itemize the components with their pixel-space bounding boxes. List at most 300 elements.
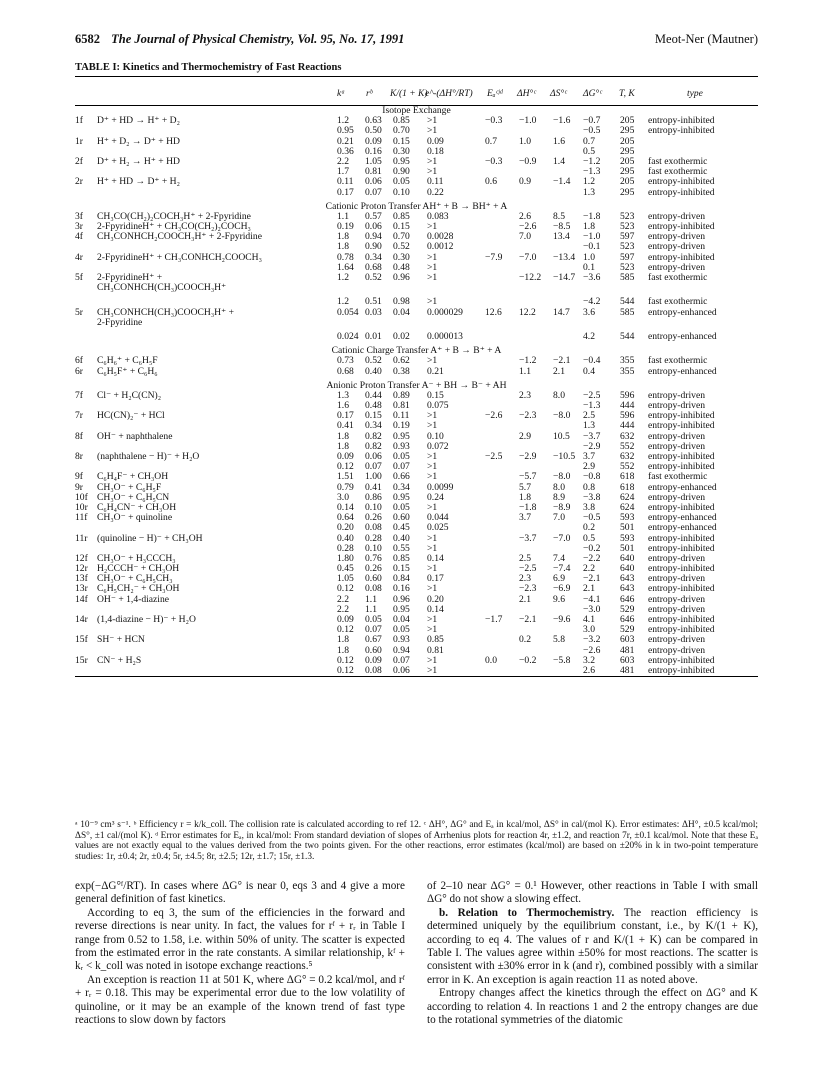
- cell-dg: −0.5: [583, 125, 601, 137]
- cell-dh: 2.3: [519, 573, 531, 585]
- cell-t: 544: [620, 330, 635, 342]
- cell-ds: 8.9: [553, 491, 565, 503]
- cell-k: 0.95: [337, 125, 354, 137]
- cell-ds: 5.8: [553, 634, 565, 646]
- col-exp: e^-(ΔH°/RT): [425, 89, 473, 99]
- table-row: [75, 332, 758, 342]
- cell-r: 0.40: [365, 365, 382, 377]
- cell-t: 603: [620, 654, 635, 666]
- cell-k: 0.12: [337, 583, 354, 595]
- cell-dg: 0.7: [583, 135, 595, 147]
- cell-dh: 1.8: [519, 491, 531, 503]
- cell-exp: >1: [427, 155, 438, 167]
- cell-dg: −3.8: [583, 491, 601, 503]
- cell-dg: −2.5: [583, 389, 601, 401]
- cell-exp: 0.0099: [427, 481, 454, 493]
- cell-reaction: C₆H₅CH₂⁻ + CH₃OH: [97, 583, 180, 595]
- cell-dg: −3.7: [583, 430, 601, 442]
- cell-dh: 1.1: [519, 365, 531, 377]
- cell-dg: 0.8: [583, 481, 595, 493]
- cell-k: 1.2: [337, 115, 349, 127]
- cell-k: 1.51: [337, 471, 354, 483]
- cell-id: 11f: [75, 512, 88, 524]
- cell-exp: 0.22: [427, 186, 444, 198]
- paragraph: Entropy changes affect the kinetics through the effect on ΔG° and K according to relation 4. In reactions 1 and 2 the entropy changes are due to the rotational symmetries of the diatomic: [427, 987, 758, 1027]
- cell-exp: 0.10: [427, 430, 444, 442]
- cell-kfrac: 0.95: [393, 603, 410, 615]
- cell-id: 14r: [75, 614, 88, 625]
- cell-t: 295: [620, 166, 635, 178]
- cell-r: 0.60: [365, 644, 382, 656]
- paragraph: [427, 907, 758, 987]
- cell-ea: −2.5: [485, 451, 503, 462]
- cell-t: 355: [620, 355, 635, 367]
- cell-exp: 0.14: [427, 552, 444, 564]
- cell-r: 0.63: [365, 115, 382, 127]
- cell-k: 1.2: [337, 272, 349, 283]
- cell-exp: >1: [427, 296, 438, 308]
- paragraph: According to eq 3, the sum of the efficiencies in the forward and reverse directions is near unity. In fact, the values for rᶠ + rᵣ in Table I range from 0.52 to 1.58, i.e. within 50% of unity. The scatter is expected from the estimated error in the rate constants. A similar relationship, kᶠ + kᵣ < k_coll was noted in isotope exchange reactions.⁵: [75, 906, 405, 973]
- cell-dg: −1.8: [583, 210, 601, 222]
- cell-type: entropy-driven: [648, 400, 706, 412]
- cell-type: entropy-enhanced: [648, 481, 717, 493]
- cell-exp: >1: [427, 624, 438, 636]
- cell-exp: 0.000013: [427, 330, 463, 342]
- cell-t: 585: [620, 272, 635, 283]
- cell-kfrac: 0.95: [393, 155, 410, 167]
- cell-id: 13r: [75, 583, 88, 595]
- cell-dg: −0.1: [583, 241, 601, 253]
- cell-type: entropy-enhanced: [648, 306, 717, 318]
- journal-title: The Journal of Physical Chemistry, Vol. 95, No. 17, 1991: [111, 32, 405, 46]
- cell-k: 0.12: [337, 624, 354, 636]
- cell-dg: 4.1: [583, 614, 595, 625]
- cell-ea: −1.7: [485, 614, 503, 625]
- cell-kfrac: 0.70: [393, 125, 410, 137]
- cell-r: 0.08: [365, 583, 382, 595]
- cell-dg: −0.2: [583, 542, 601, 554]
- table-caption: TABLE I: Kinetics and Thermochemistry of Fast Reactions: [75, 62, 342, 73]
- cell-r: 0.81: [365, 166, 382, 178]
- cell-t: 205: [620, 115, 635, 127]
- cell-ea: −2.6: [485, 410, 503, 422]
- cell-type: entropy-inhibited: [648, 532, 715, 544]
- cell-reaction: 2-FpyridineH⁺ + CH₃CONHCH₂COOCH₃: [97, 251, 262, 263]
- cell-exp: 0.09: [427, 135, 444, 147]
- cell-kfrac: 0.52: [393, 241, 410, 253]
- col-type: type: [687, 89, 703, 99]
- cell-k: 3.0: [337, 491, 349, 503]
- cell-ds: 10.5: [553, 430, 570, 442]
- running-header: [75, 32, 758, 48]
- cell-type: entropy-inhibited: [648, 451, 715, 462]
- cell-k: 0.64: [337, 512, 354, 524]
- table-row: [75, 523, 758, 533]
- cell-kfrac: 0.94: [393, 644, 410, 656]
- cell-exp: >1: [427, 251, 438, 263]
- cell-kfrac: 0.96: [393, 272, 410, 283]
- cell-kfrac: 0.04: [393, 306, 410, 318]
- cell-kfrac: 0.07: [393, 654, 410, 666]
- cell-ds: 8.0: [553, 481, 565, 493]
- cell-dh: 2.6: [519, 210, 531, 222]
- cell-r: 1.1: [365, 593, 377, 605]
- cell-dg: 0.4: [583, 365, 595, 377]
- cell-ds: −8.0: [553, 410, 571, 422]
- cell-reaction: CH₃CO(CH₂)₂COCH₃H⁺ + 2-Fpyridine: [97, 210, 251, 222]
- cell-t: 603: [620, 634, 635, 646]
- cell-kfrac: 0.95: [393, 430, 410, 442]
- cell-dg: −1.3: [583, 400, 601, 412]
- cell-reaction: H⁺ + D₂ → D⁺ + HD: [97, 135, 180, 147]
- cell-k: 0.12: [337, 654, 354, 666]
- cell-ea: −7.9: [485, 251, 503, 263]
- cell-dh: −0.2: [519, 654, 537, 666]
- cell-type: entropy-inhibited: [648, 614, 715, 625]
- cell-r: 1.1: [365, 603, 377, 615]
- cell-dg: 3.0: [583, 624, 595, 636]
- cell-k: 0.73: [337, 355, 354, 367]
- cell-r: 0.07: [365, 186, 382, 198]
- column-headers: [75, 77, 758, 105]
- table-row: [75, 137, 758, 147]
- cell-type: entropy-inhibited: [648, 654, 715, 666]
- cell-t: 552: [620, 461, 635, 473]
- cell-exp: 0.14: [427, 603, 444, 615]
- cell-exp: >1: [427, 261, 438, 273]
- cell-id: 13f: [75, 573, 88, 585]
- cell-t: 523: [620, 221, 635, 233]
- cell-r: 0.48: [365, 400, 382, 412]
- cell-id: 14f: [75, 593, 88, 605]
- cell-k: 1.8: [337, 440, 349, 452]
- col-t: T, K: [619, 89, 635, 99]
- cell-r: 0.94: [365, 231, 382, 243]
- cell-t: 295: [620, 125, 635, 137]
- cell-t: 501: [620, 522, 635, 534]
- cell-id: 4f: [75, 231, 83, 243]
- cell-exp: >1: [427, 166, 438, 178]
- cell-dg: −0.4: [583, 355, 601, 367]
- cell-exp: >1: [427, 654, 438, 666]
- cell-reaction: 2-Fpyridine: [97, 316, 143, 328]
- cell-exp: 0.025: [427, 522, 449, 534]
- cell-t: 596: [620, 389, 635, 401]
- cell-r: 0.67: [365, 634, 382, 646]
- cell-exp: >1: [427, 125, 438, 137]
- cell-dh: −1.0: [519, 115, 537, 127]
- cell-r: 0.09: [365, 135, 382, 147]
- cell-r: 0.01: [365, 330, 382, 342]
- cell-type: fast exothermic: [648, 355, 708, 367]
- cell-kfrac: 0.19: [393, 420, 410, 432]
- cell-reaction: SH⁻ + HCN: [97, 634, 145, 646]
- cell-type: fast exothermic: [648, 166, 708, 178]
- cell-dh: 7.0: [519, 231, 531, 243]
- col-dh: ΔH°ᶜ: [517, 89, 536, 99]
- cell-dh: −3.7: [519, 532, 537, 544]
- cell-reaction: C₆H₄F⁻ + CH₃OH: [97, 471, 169, 483]
- cell-dh: 0.2: [519, 634, 531, 646]
- cell-dg: 3.8: [583, 501, 595, 513]
- cell-k: 1.6: [337, 400, 349, 412]
- cell-k: 0.45: [337, 563, 354, 575]
- author-name: Meot-Ner (Mautner): [654, 32, 758, 46]
- cell-r: 0.07: [365, 624, 382, 636]
- cell-kfrac: 0.11: [393, 410, 410, 422]
- cell-k: 1.1: [337, 210, 349, 222]
- cell-t: 646: [620, 593, 635, 605]
- cell-ds: −1.6: [553, 115, 571, 127]
- cell-dg: 1.3: [583, 420, 595, 432]
- section-title: Cationic Proton Transfer AH⁺ + B → BH⁺ + A: [325, 200, 508, 212]
- cell-id: 1f: [75, 115, 83, 127]
- cell-type: entropy-enhanced: [648, 512, 717, 524]
- cell-ds: 8.0: [553, 389, 565, 401]
- cell-k: 0.68: [337, 365, 354, 377]
- cell-r: 0.51: [365, 296, 382, 308]
- cell-k: 2.2: [337, 155, 349, 167]
- cell-t: 444: [620, 400, 635, 412]
- cell-dg: −2.6: [583, 644, 601, 656]
- cell-id: 7f: [75, 389, 83, 401]
- cell-dh: 2.9: [519, 430, 531, 442]
- cell-r: 0.10: [365, 501, 382, 513]
- cell-id: 6f: [75, 355, 83, 367]
- cell-reaction: H₂CCCH⁻ + CH₃OH: [97, 563, 180, 575]
- cell-id: 4r: [75, 251, 83, 263]
- cell-ds: 1.4: [553, 155, 565, 167]
- cell-id: 3r: [75, 221, 83, 233]
- cell-dg: −3.6: [583, 272, 601, 283]
- col-dg: ΔG°ᶜ: [583, 89, 602, 99]
- cell-dh: 1.0: [519, 135, 531, 147]
- cell-t: 529: [620, 603, 635, 615]
- cell-kfrac: 0.40: [393, 532, 410, 544]
- cell-k: 0.28: [337, 542, 354, 554]
- cell-type: entropy-inhibited: [648, 420, 715, 432]
- cell-t: 593: [620, 512, 635, 524]
- cell-t: 481: [620, 664, 635, 676]
- cell-kfrac: 0.70: [393, 231, 410, 243]
- cell-dh: −2.6: [519, 221, 537, 233]
- cell-k: 1.7: [337, 166, 349, 178]
- cell-type: entropy-enhanced: [648, 330, 717, 342]
- cell-ds: 1.6: [553, 135, 565, 147]
- cell-type: entropy-inhibited: [648, 461, 715, 473]
- cell-type: entropy-inhibited: [648, 410, 715, 422]
- cell-k: 0.054: [337, 306, 359, 318]
- cell-reaction: (naphthalene − H)⁻ + H₂O: [97, 451, 200, 462]
- cell-ea: −0.3: [485, 155, 503, 167]
- cell-t: 597: [620, 231, 635, 243]
- cell-r: 0.07: [365, 461, 382, 473]
- cell-dh: 2.1: [519, 593, 531, 605]
- cell-id: 3f: [75, 210, 83, 222]
- cell-ea: 12.6: [485, 306, 502, 318]
- cell-r: 0.03: [365, 306, 382, 318]
- cell-reaction: CH₃O⁻ + quinoline: [97, 512, 173, 524]
- cell-type: entropy-driven: [648, 644, 706, 656]
- cell-id: 1r: [75, 135, 83, 147]
- cell-r: 0.09: [365, 654, 382, 666]
- cell-exp: 0.044: [427, 512, 449, 524]
- cell-t: 523: [620, 241, 635, 253]
- cell-reaction: (1,4-diazine − H)⁻ + H₂O: [97, 614, 196, 625]
- cell-t: 355: [620, 365, 635, 377]
- cell-t: 640: [620, 552, 635, 564]
- cell-exp: 0.083: [427, 210, 449, 222]
- cell-t: 640: [620, 563, 635, 575]
- cell-exp: 0.000029: [427, 306, 463, 318]
- right-column: [427, 880, 758, 1027]
- cell-dh: 5.7: [519, 481, 531, 493]
- section-title: Cationic Charge Transfer A⁺ + B → B⁺ + A: [331, 345, 502, 357]
- cell-dg: −2.9: [583, 440, 601, 452]
- table-row: [75, 283, 758, 293]
- cell-reaction: C₆H₅F⁺ + C₆H₆: [97, 365, 158, 377]
- cell-exp: >1: [427, 410, 438, 422]
- cell-t: 618: [620, 471, 635, 483]
- cell-r: 0.08: [365, 664, 382, 676]
- cell-id: 2f: [75, 155, 83, 167]
- cell-id: 7r: [75, 410, 83, 422]
- cell-kfrac: 0.15: [393, 221, 410, 233]
- cell-dg: −1.0: [583, 231, 601, 243]
- cell-r: 0.90: [365, 241, 382, 253]
- cell-t: 618: [620, 481, 635, 493]
- paragraph-text: The reaction efficiency is determined uniquely by the equilibrium constant, i.e., by K/(1 + K), according to eq 4. The values of r and K/(1 + K) can be compared in Table I. The values agree within ±50% for most reactions. The scatter is consistent with ±30% error in k (and r), combined possibly with a similar error in K. An exception is again reaction 11 as noted above.: [427, 906, 758, 986]
- section-title: Isotope Exchange: [382, 105, 451, 116]
- cell-kfrac: 0.05: [393, 451, 410, 462]
- cell-kfrac: 0.15: [393, 563, 410, 575]
- cell-type: entropy-inhibited: [648, 115, 715, 127]
- cell-kfrac: 0.85: [393, 210, 410, 222]
- cell-kfrac: 0.93: [393, 440, 410, 452]
- table-row: [75, 356, 758, 366]
- cell-dg: 0.5: [583, 145, 595, 157]
- cell-reaction: OH⁻ + 1,4-diazine: [97, 593, 170, 605]
- cell-exp: >1: [427, 355, 438, 367]
- cell-ea: 0.6: [485, 176, 497, 188]
- cell-k: 2.2: [337, 603, 349, 615]
- cell-type: fast exothermic: [648, 272, 708, 283]
- cell-kfrac: 0.84: [393, 573, 410, 585]
- cell-k: 1.8: [337, 644, 349, 656]
- cell-exp: 0.24: [427, 491, 444, 503]
- cell-dg: −1.2: [583, 155, 601, 167]
- cell-kfrac: 0.05: [393, 624, 410, 636]
- cell-dg: 4.2: [583, 330, 595, 342]
- cell-k: 0.21: [337, 135, 354, 147]
- cell-type: entropy-inhibited: [648, 583, 715, 595]
- cell-k: 0.14: [337, 501, 354, 513]
- cell-type: entropy-driven: [648, 593, 706, 605]
- cell-r: 0.86: [365, 491, 382, 503]
- col-ea: Eₐᶜʲᵈ: [487, 89, 503, 99]
- cell-reaction: CH₃O⁻ + H₃CCCH₃: [97, 552, 176, 564]
- cell-dh: 0.9: [519, 176, 531, 188]
- cell-r: 0.50: [365, 125, 382, 137]
- table-row: [75, 188, 758, 198]
- cell-reaction: 2-FpyridineH⁺ + CH₃CO(CH₂)₂COCH₃: [97, 221, 251, 233]
- cell-kfrac: 0.06: [393, 664, 410, 676]
- cell-reaction: C₆H₄CN⁻ + CH₃OH: [97, 501, 177, 513]
- cell-exp: >1: [427, 451, 438, 462]
- cell-type: entropy-driven: [648, 491, 706, 503]
- cell-r: 0.68: [365, 261, 382, 273]
- cell-k: 0.09: [337, 451, 354, 462]
- cell-type: fast exothermic: [648, 296, 708, 308]
- cell-id: 5f: [75, 272, 83, 283]
- cell-id: 5r: [75, 306, 83, 318]
- cell-ds: −8.9: [553, 501, 571, 513]
- table-row: [75, 318, 758, 328]
- cell-t: 444: [620, 420, 635, 432]
- cell-r: 0.06: [365, 451, 382, 462]
- cell-type: fast exothermic: [648, 471, 708, 483]
- cell-dg: 1.8: [583, 221, 595, 233]
- cell-kfrac: 0.30: [393, 251, 410, 263]
- cell-type: entropy-driven: [648, 573, 706, 585]
- cell-exp: 0.0028: [427, 231, 454, 243]
- cell-k: 0.09: [337, 614, 354, 625]
- cell-t: 593: [620, 532, 635, 544]
- cell-r: 0.60: [365, 573, 382, 585]
- cell-exp: >1: [427, 664, 438, 676]
- cell-exp: >1: [427, 471, 438, 483]
- cell-dh: −5.7: [519, 471, 537, 483]
- cell-type: entropy-inhibited: [648, 563, 715, 575]
- cell-kfrac: 0.90: [393, 166, 410, 178]
- cell-t: 585: [620, 306, 635, 318]
- cell-k: 1.8: [337, 634, 349, 646]
- cell-type: entropy-driven: [648, 231, 706, 243]
- cell-dh: −2.5: [519, 563, 537, 575]
- cell-dg: 2.2: [583, 563, 595, 575]
- cell-id: 10f: [75, 491, 88, 503]
- cell-t: 646: [620, 614, 635, 625]
- cell-exp: >1: [427, 115, 438, 127]
- cell-id: 12r: [75, 563, 88, 575]
- cell-k: 0.20: [337, 522, 354, 534]
- cell-dg: 0.5: [583, 532, 595, 544]
- cell-kfrac: 0.81: [393, 400, 410, 412]
- cell-dh: −2.3: [519, 410, 537, 422]
- section-title: Anionic Proton Transfer A⁻ + BH → B⁻ + AH: [326, 379, 507, 391]
- cell-r: 0.05: [365, 614, 382, 625]
- cell-r: 0.57: [365, 210, 382, 222]
- cell-k: 1.80: [337, 552, 354, 564]
- cell-type: entropy-inhibited: [648, 501, 715, 513]
- cell-type: entropy-inhibited: [648, 186, 715, 198]
- cell-dg: 3.2: [583, 654, 595, 666]
- cell-ds: −7.0: [553, 532, 571, 544]
- cell-reaction: D⁺ + HD → H⁺ + D₂: [97, 115, 180, 127]
- cell-r: 0.16: [365, 145, 382, 157]
- cell-exp: 0.81: [427, 644, 444, 656]
- cell-id: 10r: [75, 501, 88, 513]
- left-column: [75, 880, 405, 1027]
- cell-r: 0.44: [365, 389, 382, 401]
- cell-r: 0.15: [365, 410, 382, 422]
- cell-type: entropy-driven: [648, 552, 706, 564]
- cell-exp: >1: [427, 420, 438, 432]
- cell-k: 0.19: [337, 221, 354, 233]
- cell-kfrac: 0.96: [393, 593, 410, 605]
- cell-dh: −2.9: [519, 451, 537, 462]
- paragraph: An exception is reaction 11 at 501 K, where ΔG° = 0.2 kcal/mol, and rᶠ + rᵣ = 0.18. This may be experimental error due to the low volatility of quinoline, or it may be an example of the known trend of fast type reactions to slow down by factors: [75, 973, 405, 1027]
